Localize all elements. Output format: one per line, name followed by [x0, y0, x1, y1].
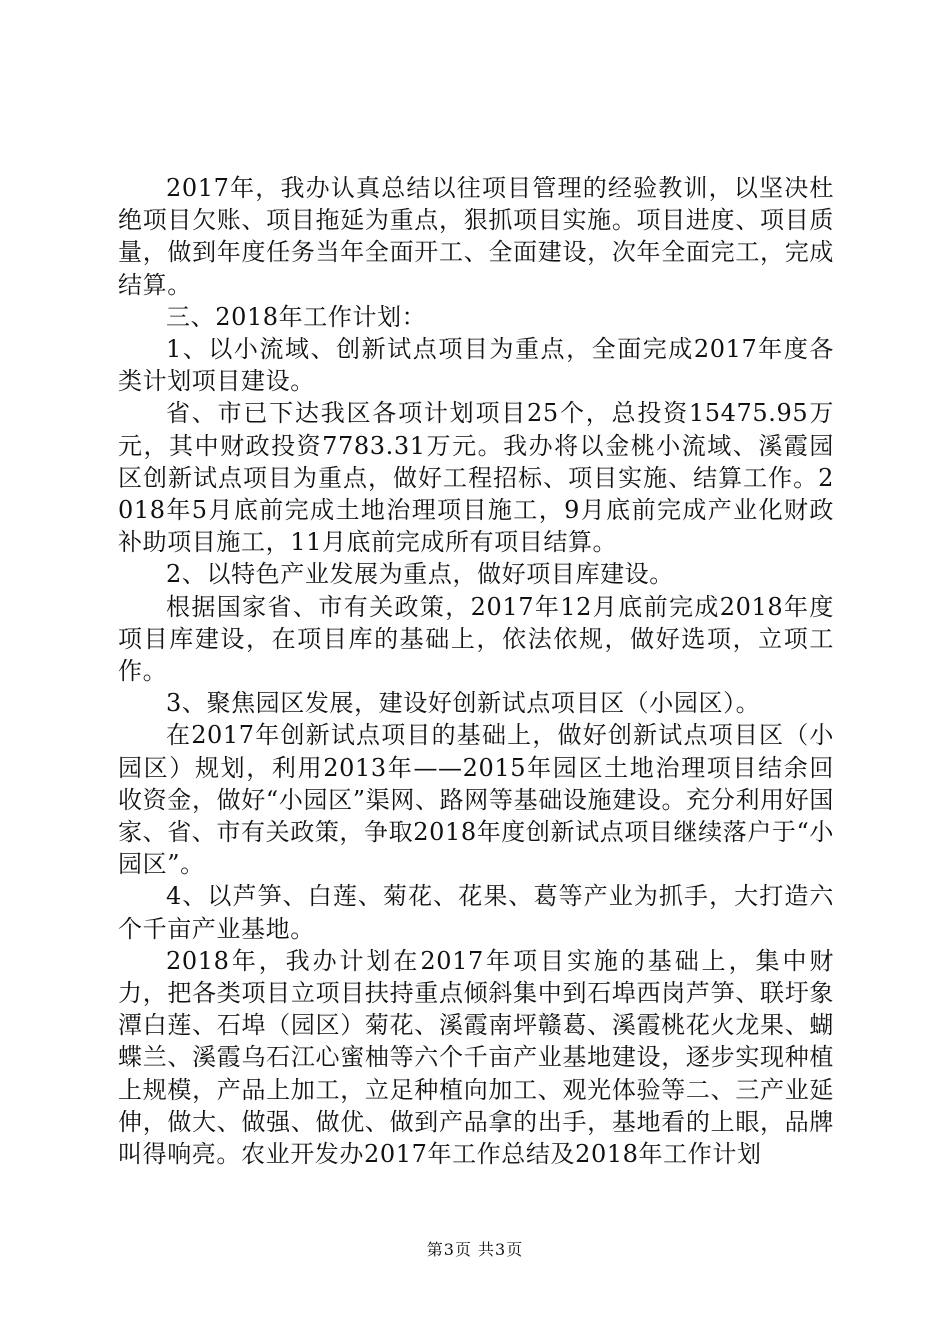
plan-item-4-heading: 4、以芦笋、白莲、菊花、花果、葛等产业为抓手，大打造六个千亩产业基地。: [118, 882, 834, 943]
page-number-footer: 第3页 共3页: [426, 1240, 524, 1259]
plan-item-3-body: 在2017年创新试点项目的基础上，做好创新试点项目区（小园区）规划，利用2013年——2015年园区土地治理项目结余回收资金，做好“小园区”渠网、路网等基础设施建设。充分利用好国家、省、市有关政策，争取2018年度创新试点项目继续落户于“小园区”。: [118, 721, 834, 879]
document-body: [118, 172, 834, 1170]
plan-item-1-heading: 1、以小流域、创新试点项目为重点，全面完成2017年度各类计划项目建设。: [118, 335, 834, 396]
plan-item-3-heading: 3、聚焦园区发展，建设好创新试点项目区（小园区）。: [166, 689, 761, 718]
plan-item-4-body: 2018年，我办计划在2017年项目实施的基础上，集中财力，把各类项目立项目扶持重点倾斜集中到石埠西岗芦笋、联圩象潭白莲、石埠（园区）菊花、溪霞南坪赣葛、溪霞桃花火龙果、蝴蝶兰、溪霞乌石江心蜜柚等六个千亩产业基地建设，逐步实现种植上规模，产品上加工，立足种植向加工、观光体验等二、三产业延伸，做大、做强、做优、做到产品拿的出手，基地看的上眼，品牌叫得响亮。农业开发办2017年工作总结及2018年工作计划: [118, 946, 834, 1169]
paragraph-summary-2017: 2017年，我办认真总结以往项目管理的经验教训，以坚决杜绝项目欠账、项目拖延为重点，狠抓项目实施。项目进度、项目质量，做到年度任务当年全面开工、全面建设，次年全面完工，完成结算。: [118, 174, 834, 299]
section-heading-2018-plan: 三、2018年工作计划：: [166, 302, 427, 331]
plan-item-2-heading: 2、以特色产业发展为重点，做好项目库建设。: [166, 560, 674, 589]
plan-item-2-body: 根据国家省、市有关政策，2017年12月底前完成2018年度项目库建设，在项目库的基础上，依法依规，做好选项，立项工作。: [118, 592, 834, 686]
plan-item-1-body: 省、市已下达我区各项计划项目25个，总投资15475.95万元，其中财政投资7783.31万元。我办将以金桃小流域、溪霞园区创新试点项目为重点，做好工程招标、项目实施、结算工作。2018年5月底前完成土地治理项目施工，9月底前完成产业化财政补助项目施工，11月底前完成所有项目结算。: [118, 399, 834, 557]
